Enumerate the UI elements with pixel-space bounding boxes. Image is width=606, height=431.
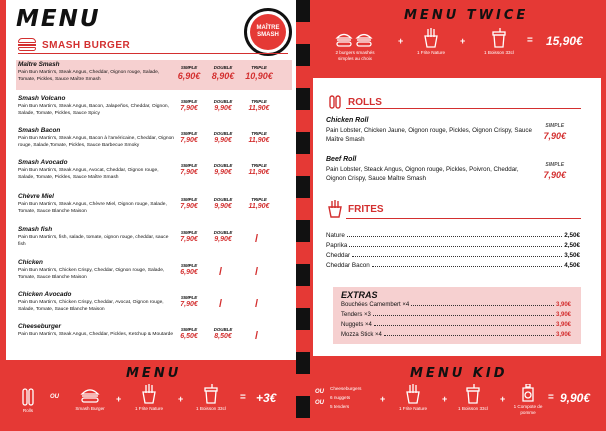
drink-cup-icon (466, 384, 480, 404)
menu-kid-price: 9,90€ (560, 391, 591, 405)
frite-combo-bottom: 1 Frite Nature (128, 384, 170, 412)
kid-boisson-combo: 1 Boisson 33cl (452, 384, 494, 412)
price-triple: TRIPLE 11,90€ (248, 131, 270, 144)
price-double: DOUBLE 8,90€ (211, 65, 235, 81)
item-description: Pain Bun Martin's, Chicken Crispy, Cheddar, Avocat, Oignon rouge, Salade, Tomate, Sauce Blanche Maison (18, 300, 164, 312)
unavailable-mark: / (219, 266, 223, 278)
price-double: DOUBLE 9,90€ (213, 163, 233, 176)
item-description: Pain Bun Martin's, Steak Angus, Cheddar, Pickles, Ketchup & Moutarde (18, 332, 174, 337)
menu-twice-price: 15,90€ (546, 34, 583, 48)
list-item: Bouchées Camembert ×4 3,90€ (341, 302, 571, 308)
two-burgers-combo: 2 burgers smashés simples au choix (330, 30, 380, 61)
list-item (16, 192, 292, 222)
price-simple: SIMPLE 7,90€ (180, 230, 198, 243)
rolls-section-header: ROLLS (328, 95, 382, 109)
price-triple: TRIPLE 11,90€ (248, 163, 270, 176)
list-item: Nature 2,50€ (326, 232, 580, 239)
item-description: Pain Bun Martin's, fish, salade, tomate, oignon rouge, cheddar, sauce fish (18, 235, 169, 247)
price-simple: SIMPLE 7,90€ (180, 131, 198, 144)
price-double: DOUBLE 9,90€ (213, 99, 233, 112)
price-simple: SIMPLE 6,90€ (180, 263, 198, 276)
item-name: Chèvre Miel (18, 193, 54, 200)
drink-cup-icon (204, 384, 218, 404)
unavailable-mark: / (255, 233, 259, 245)
list-item (16, 322, 292, 352)
list-item-chicken-roll: Chicken Roll Pain Lobster, Chicken Jaune, Oignon rouge, Pickles, Oignon Crispy, Sauce Maître Smash SIMPLE 7,90€ (326, 117, 566, 143)
price-simple: SIMPLE 7,90€ (180, 163, 198, 176)
list-item: Nuggets ×4 3,90€ (341, 322, 571, 328)
maitre-smash-logo: MAÎTRE SMASH (244, 8, 292, 56)
rolls-combo: Rolls (14, 388, 42, 414)
section-divider (18, 53, 288, 54)
price-triple: TRIPLE 11,90€ (248, 197, 270, 210)
two-burgers-icon (335, 30, 375, 48)
list-item: Tenders ×3 3,90€ (341, 312, 571, 318)
frites-divider (346, 218, 581, 219)
menu-title: MENU (16, 6, 101, 32)
extras-box: EXTRAS Bouchées Camembert ×4 3,90€ Tenders ×3 3,90€ Nuggets ×4 3,90€ Mozza Stick ×4 3,90€ (333, 287, 581, 344)
fries-section-icon (328, 200, 342, 218)
fries-icon (142, 384, 156, 404)
price-double: DOUBLE 9,90€ (213, 230, 233, 243)
list-item (16, 225, 292, 255)
frite-combo: 1 Frite Nature (410, 28, 452, 56)
list-item-beef-roll: Beef Roll Pain Lobster, Steack Angus, Oignon rouge, Pickles, Poivron, Cheddar, Oignon Crispy, Sauce Maître Smash SIMPLE 7,90€ (326, 156, 566, 182)
burger-icon (18, 38, 36, 52)
item-description: Pain Bun Martin's, Steak Angus, Bacon, Jalapeños, Cheddar, Oignon, Salade, Tomate, Pickles, Sauce Spicy (18, 104, 170, 116)
price-simple: SIMPLE 7,90€ (180, 295, 198, 308)
item-name: Smash Avocado (18, 159, 68, 166)
kid-frite-combo: 1 Frite Nature (392, 384, 434, 412)
item-name: Chicken Avocado (18, 291, 72, 298)
kid-compote-combo: 1 Compote de pomme (510, 384, 546, 415)
price-simple: SIMPLE 6,90€ (177, 65, 201, 81)
item-name: Chicken (18, 259, 43, 266)
item-description: Pain Bun Martin's, Chicken Crispy, Cheddar, Oignon rouge, Salade, Tomate, Sauce Blanche Maison (18, 268, 165, 280)
burger-white-icon (80, 386, 100, 404)
menu-bottom-price: +3€ (256, 391, 277, 405)
smash-burger-section-header: SMASH BURGER (18, 38, 130, 52)
item-name: Smash fish (18, 226, 53, 233)
center-stripes (296, 0, 310, 431)
fries-icon (424, 28, 438, 48)
list-item (16, 158, 292, 188)
drink-cup-icon (492, 28, 506, 48)
unavailable-mark: / (219, 298, 223, 310)
list-item: Paprika 2,50€ (326, 242, 580, 249)
frites-section-header: FRITES (328, 200, 384, 218)
list-item (16, 94, 292, 124)
item-name: Smash Bacon (18, 127, 61, 134)
roll-icon (328, 95, 342, 109)
menu-bottom-title: MENU (126, 366, 182, 381)
unavailable-mark: / (255, 298, 259, 310)
price-triple: TRIPLE 11,90€ (248, 99, 270, 112)
item-name: Cheeseburger (18, 323, 61, 330)
unavailable-mark: / (255, 266, 259, 278)
item-description: Pain Bun Martin's, Steak Angus, Bacon à l'américaine, Cheddar, Oignon rouge, Salade,Tomate, Pickles, Sauce Barbecue Smoky (18, 136, 175, 148)
list-item (16, 290, 292, 320)
roll-white-icon (21, 388, 35, 406)
price-simple: SIMPLE 7,90€ (180, 99, 198, 112)
item-description: Pain Bun Martin's, Steak Angus, Cheddar, Oignon rouge, Salade, Tomate, Pickles, Sauce Maître Smash (18, 70, 160, 82)
list-item (16, 126, 292, 156)
unavailable-mark: / (255, 330, 259, 342)
item-name: Smash Volcano (18, 95, 66, 102)
price-double: DOUBLE 9,90€ (213, 131, 233, 144)
list-item: Cheddar 3,50€ (326, 252, 580, 259)
item-description: Pain Bun Martin's, Steak Angus, Chèvre Miel, Oignon rouge, Salade, Tomate, Sauce Blanche Maison (18, 202, 167, 214)
rolls-divider (346, 108, 581, 109)
price-double: DOUBLE 9,90€ (213, 197, 233, 210)
list-item (16, 60, 292, 90)
list-item: Cheddar Bacon 4,50€ (326, 262, 580, 269)
item-name: Maître Smash (18, 61, 60, 68)
boisson-combo: 1 Boisson 33cl (478, 28, 520, 56)
menu-kid-title: MENU KID (410, 366, 508, 381)
price-triple: TRIPLE 10,90€ (245, 65, 273, 81)
boisson-combo-bottom: 1 Boisson 33cl (190, 384, 232, 412)
list-item (16, 258, 292, 288)
item-description: Pain Bun Martin's, Steak Angus, Avocat, Cheddar, Oignon rouge, Salade, Tomate, Pickles, Sauce Maître Smash (18, 168, 159, 180)
price-simple: SIMPLE 6,50€ (180, 327, 198, 340)
price-simple: SIMPLE 7,90€ (180, 197, 198, 210)
list-item: Mozza Stick ×4 3,90€ (341, 332, 571, 338)
price-double: DOUBLE 8,50€ (213, 327, 233, 340)
menu-twice-title: MENU TWICE (404, 8, 529, 23)
compote-pouch-icon (521, 384, 535, 402)
smash-burger-combo: Smash Burger (66, 386, 114, 412)
kid-options: Cheeseburgers 6 nuggets 5 tenders (330, 386, 362, 409)
fries-icon (406, 384, 420, 404)
